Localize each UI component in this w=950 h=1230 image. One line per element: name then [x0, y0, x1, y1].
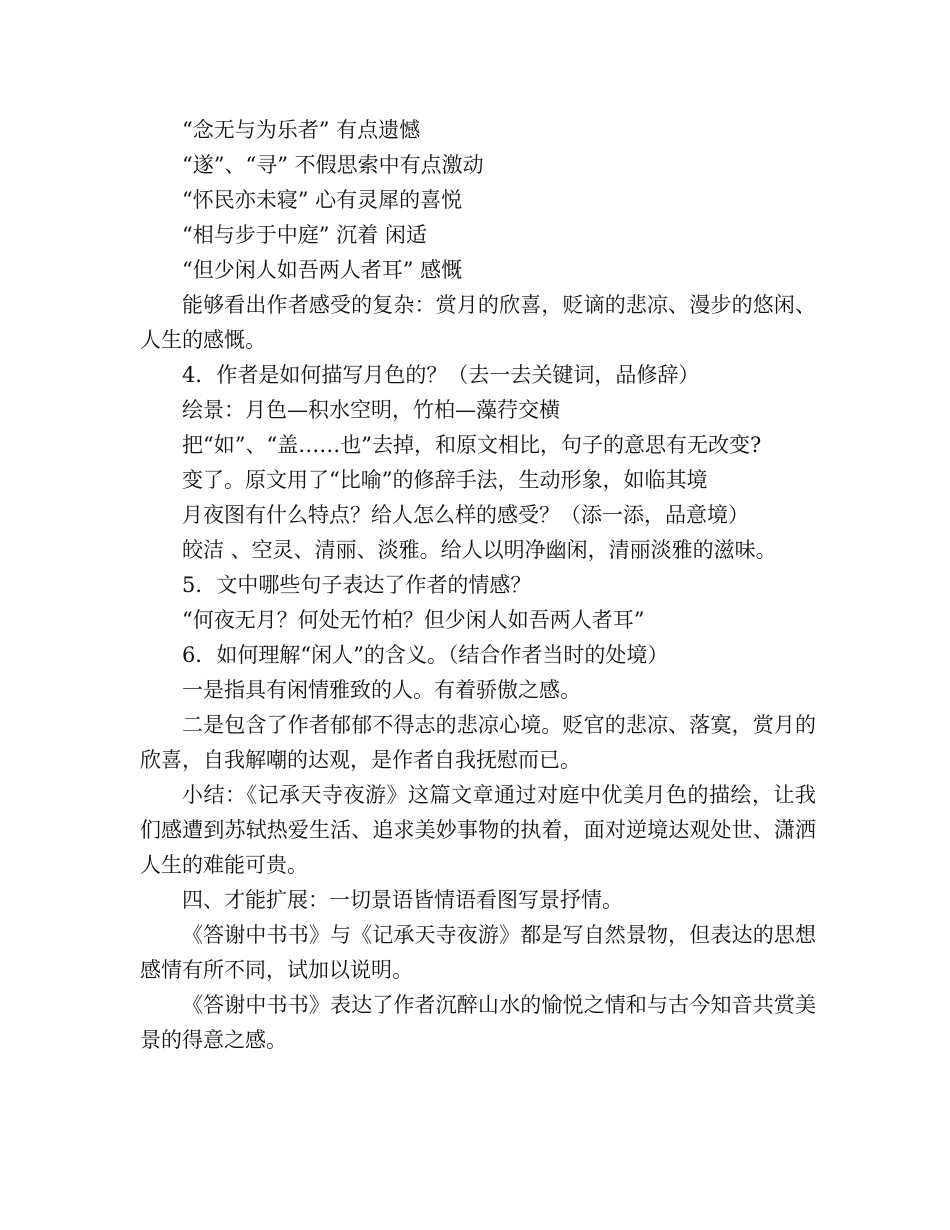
paragraph-9: 把“如”、“盖……也”去掉，和原文相比，句子的意思有无改变?	[182, 433, 762, 457]
summary-paragraph: 小结：《记承天寺夜游》这篇文章通过对庭中优美月色的描绘，让我们感遭到苏轼热爱生活、追求美妙事物的执着，面对逆境达观处世、潇洒人生的难能可贵。	[140, 783, 816, 877]
paragraph-12: 皎洁 、空灵、清丽、淡雅。给人以明净幽闲，清丽淡雅的滋味。	[182, 538, 777, 562]
section-heading-4: 四、才能扩展：一切景语皆情语看图写景抒情。	[182, 888, 623, 912]
paragraph-14: “何夜无月？何处无竹柏？但少闲人如吾两人者耳”	[182, 608, 645, 632]
paragraph-8: 绘景：月色—积水空明，竹柏—藻荇交横	[182, 398, 560, 422]
paragraph-16: 一是指具有闲情雅致的人。有着骄傲之感。	[182, 678, 581, 702]
question-6: 6．如何理解“闲人”的含义。（结合作者当时的处境）	[182, 643, 669, 667]
paragraph-10: 变了。原文用了“比喻”的修辞手法，生动形象，如临其境	[182, 468, 708, 492]
question-5: 5．文中哪些句子表达了作者的情感？	[182, 573, 532, 597]
question-4: 4．作者是如何描写月色的？（去一去关键词，品修辞）	[182, 363, 700, 387]
paragraph-4: “相与步于中庭” 沉着 闲适	[182, 223, 427, 247]
paragraph-3: “怀民亦未寝” 心有灵犀的喜悦	[182, 188, 463, 212]
paragraph-2: “遂”、“寻” 不假思索中有点激动	[182, 153, 484, 177]
paragraph-5: “但少闲人如吾两人者耳” 感慨	[182, 258, 463, 282]
paragraph-17: 二是包含了作者郁郁不得志的悲凉心境。贬官的悲凉、落寞，赏月的欣喜，自我解嘲的达观，是作者自我抚慰而已。	[140, 713, 816, 772]
document-body	[140, 113, 816, 1058]
paragraph-20: 《答谢中书书》与《记承天寺夜游》都是写自然景物，但表达的思想感情有所不同，试加以说明。	[140, 923, 816, 982]
paragraph-1: “念无与为乐者” 有点遗憾	[182, 118, 421, 142]
paragraph-11: 月夜图有什么特点？给人怎么样的感受？（添一添，品意境）	[182, 503, 749, 527]
paragraph-21: 《答谢中书书》表达了作者沉醉山水的愉悦之情和与古今知音共赏美景的得意之感。	[140, 993, 816, 1052]
paragraph-6: 能够看出作者感受的复杂：赏月的欣喜，贬谪的悲凉、漫步的悠闲、人生的感慨。	[140, 293, 816, 352]
